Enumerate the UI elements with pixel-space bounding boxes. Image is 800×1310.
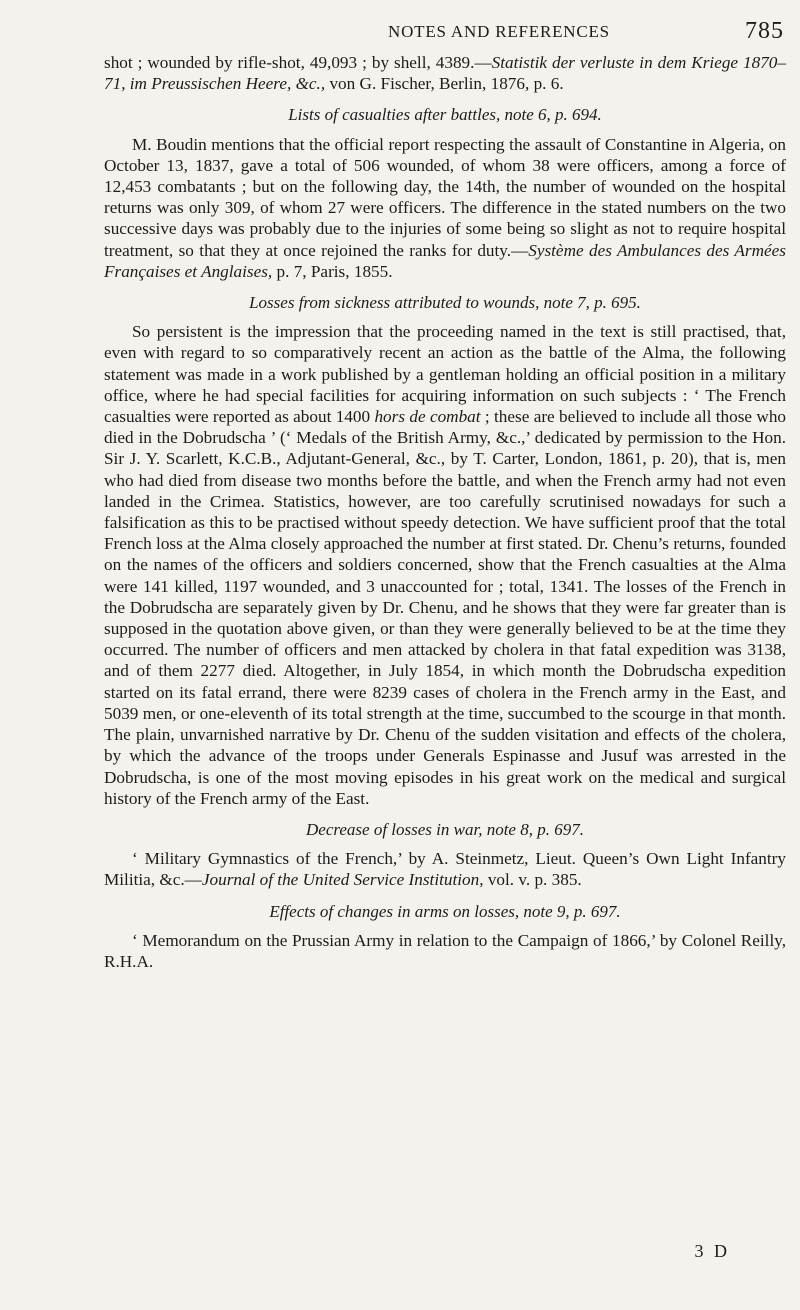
paragraph xyxy=(104,848,786,890)
italic-citation: Journal of the United Service Institution, xyxy=(201,870,484,890)
italic-citation: Statistik der verluste in dem Kriege 1870–71, im Preussischen Heere, &c., xyxy=(104,53,786,94)
note-heading: Effects of changes in arms on losses, note 9, p. 697. xyxy=(269,901,621,921)
paragraph xyxy=(104,52,786,94)
page-number: 785 xyxy=(745,18,784,44)
paragraph xyxy=(104,321,786,809)
text-run: von G. Fischer, Berlin, 1876, p. 6. xyxy=(325,74,564,94)
text-run: shot ; wounded by rifle-shot, 49,093 ; by shell, 4389.— xyxy=(104,53,492,72)
page-body xyxy=(104,52,786,972)
signature-mark: 3 D xyxy=(694,1241,730,1261)
text-run: ‘ Memorandum on the Prussian Army in relation to the Campaign of 1866,’ by Colonel Reilly, R.H.A. xyxy=(104,930,786,971)
note-heading: Losses from sickness attributed to wounds, note 7, p. 695. xyxy=(249,293,641,313)
note-heading: Decrease of losses in war, note 8, p. 697. xyxy=(306,819,584,839)
text-run: p. 7, Paris, 1855. xyxy=(272,261,393,281)
page-header xyxy=(104,20,784,50)
paragraph xyxy=(104,134,786,282)
text-run: vol. v. p. 385. xyxy=(483,870,582,890)
italic-citation: hors de combat xyxy=(374,407,481,427)
note-heading: Lists of casualties after battles, note 6, p. 694. xyxy=(288,105,602,125)
italic-citation: Système des Ambulances des Armées Françaises et Anglaises, xyxy=(104,240,786,281)
running-head: NOTES AND REFERENCES xyxy=(388,22,610,41)
text-run: ‘ Military Gymnastics of the French,’ by A. Steinmetz, Lieut. Queen’s Own Light Infantry Militia, &c.— xyxy=(104,849,786,890)
text-run: M. Boudin mentions that the official report respecting the assault of Constantine in Algeria, on October 13, 1837, gave a total of 506 wounded, of whom 38 were officers, among a force of 12,453 combatants ; but on the following day, the 14th, the number of wounded on the hospital returns was only 309, of whom 27 were officers. The difference in the stated numbers on the two successive days was probably due to the injuries of some being so slight as not to require hospital treatment, so that they at once rejoined the ranks for duty.— xyxy=(104,134,786,260)
text-run: So persistent is the impression that the proceeding named in the text is still practised, that, even with regard to so comparatively recent an action as the battle of the Alma, the following statement was made in a work published by a gentleman holding an official position in a military office, where he had special facilities for acquiring information on such subjects : ‘ The French casualties were reported as about 1400 xyxy=(104,322,786,427)
paragraph xyxy=(104,930,786,972)
text-run: ; these are believed to include all those who died in the Dobrudscha ’ (‘ Medals of the British Army, &c.,’ dedicated by permission to the Hon. Sir J. Y. Scarlett, K.C.B., Adjutant-General, &c., by T. Carter, London, 1861, p. 20), that is, men who had died from disease two months before the battle, and when the French army had not even landed in the Crimea. Statistics, however, are too carefully scrutinised nowadays for such a falsification as this to be practised without speedy detection. We have sufficient proof that the total French loss at the Alma closely approached the number at first stated. Dr. Chenu’s returns, founded on the names of the officers and soldiers concerned, show that the French casualties at the Alma were 141 killed, 1197 wounded, and 3 unaccounted for ; total, 1341. The losses of the French in the Dobrudscha are separately given by Dr. Chenu, and he shows that they were far greater than is supposed in the quotation above given, or than they were generally believed to be at the time they occurred. The number of officers and men attacked by cholera in that fatal expedition was 3138, and of them 2277 died. Altogether, in July 1854, in which month the Dobrudscha expedition started on its fatal errand, there were 8239 cases of cholera in the French army in the East, and 5039 men, or one-eleventh of its total strength at the time, succumbed to the scourge in that month. The plain, unvarnished narrative by Dr. Chenu of the sudden visitation and effects of the cholera, by which the advance of the troops under Generals Espinasse and Jusuf was arrested in the Dobrudscha, is one of the most moving episodes in his great work on the medical and surgical history of the French army of the East. xyxy=(104,407,787,808)
